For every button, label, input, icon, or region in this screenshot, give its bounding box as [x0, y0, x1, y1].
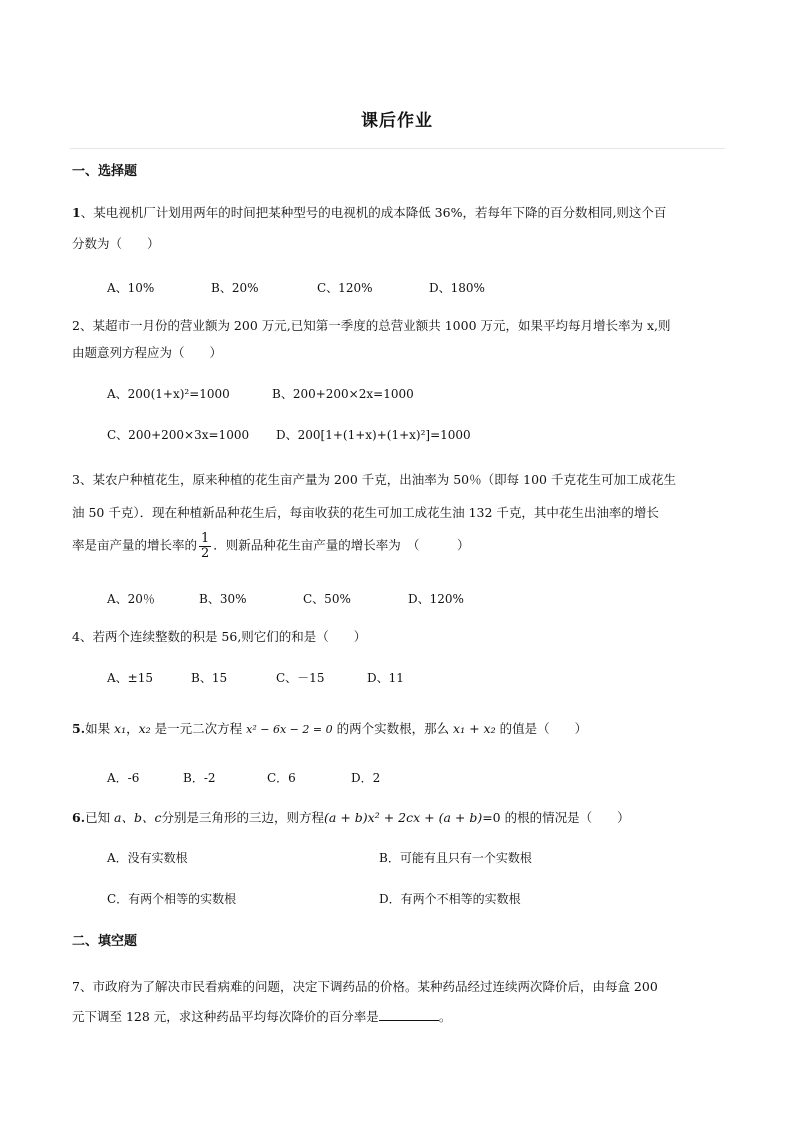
question-7-text-b: 。 [438, 1009, 452, 1024]
question-6-option-a: A．没有实数根 [107, 851, 188, 865]
question-6-option-b: B．可能有且只有一个实数根 [379, 851, 532, 865]
section-heading-fill: 二、填空题 [72, 934, 138, 949]
question-3-line-3 [72, 532, 470, 560]
question-5-line-1 [72, 719, 587, 737]
page-title: 课后作业 [361, 111, 433, 131]
question-5-option-a: A．-6 [107, 771, 140, 785]
question-6-equation: (a + b)x² + 2cx + (a + b) [324, 810, 483, 825]
triangle-side-vars: a、b、c [114, 810, 162, 825]
question-1-option-c: C、120% [317, 281, 373, 295]
question-1-text: 、某电视机厂计划用两年的时间把某种型号的电视机的成本降低 36%，若每年下降的百分数相同,则这个百 [80, 205, 667, 220]
question-5-comma: ， [126, 721, 139, 736]
question-3-text-a: 率是亩产量的增长率的 [72, 537, 198, 553]
question-5-option-c: C．6 [267, 771, 296, 785]
question-4-option-c: C、－15 [276, 671, 325, 685]
question-5-option-b: B．-2 [183, 771, 216, 785]
question-7-line-1: 7、市政府为了解决市民看病难的问题，决定下调药品的价格。某种药品经过连续两次降价后，由每盒 200 [72, 979, 658, 994]
question-6-number: 6. [72, 810, 86, 825]
question-1-line-2: 分数为（ ） [72, 236, 160, 251]
question-5-text-d: 的值是（ ） [495, 721, 588, 736]
question-2-option-b: B、200+200×2x=1000 [272, 387, 414, 401]
question-2-option-a: A、200(1+x)²=1000 [107, 387, 230, 401]
question-4-option-a: A、±15 [107, 671, 153, 685]
question-3-text-b: ．则新品种花生亩产量的增长率为 （ ） [213, 537, 470, 553]
question-1-number: 1 [72, 205, 81, 220]
question-7-text-a: 元下调至 128 元，求这种药品平均每次降价的百分率是 [72, 1009, 379, 1024]
question-6-text-a: 已知 [85, 810, 115, 825]
question-6-option-d: D．有两个不相等的实数根 [379, 892, 521, 906]
question-1-option-a: A、10% [107, 281, 155, 295]
question-5-number: 5. [72, 721, 86, 736]
fraction-denominator: 2 [201, 545, 210, 561]
question-3-option-b: B、30% [199, 592, 247, 606]
question-2-line-2: 由题意列方程应为（ ） [72, 345, 223, 360]
answer-blank[interactable] [379, 1008, 439, 1021]
question-5-text-a: 如果 [85, 721, 115, 736]
var-x2: x₂ [138, 721, 151, 736]
question-5-text-b: 是一元二次方程 [150, 721, 247, 736]
question-6-option-c: C．有两个相等的实数根 [107, 892, 237, 906]
question-3-option-c: C、50% [303, 592, 351, 606]
question-1-option-d: D、180% [429, 281, 485, 295]
question-6-text-b: 分别是三角形的三边，则方程 [161, 810, 325, 825]
question-2-option-c: C、200+200×3x=1000 [107, 428, 250, 442]
question-4-option-d: D、11 [367, 671, 404, 685]
question-3-option-d: D、120% [408, 592, 464, 606]
fraction-numerator: 1 [201, 531, 210, 546]
question-6-text-c: =0 的根的情况是（ ） [482, 810, 630, 825]
question-5-text-c: 的两个实数根，那么 [332, 721, 454, 736]
var-x1: x₁ [114, 721, 127, 736]
fraction-one-half [199, 532, 211, 560]
question-6-line-1 [72, 808, 630, 826]
question-4-option-b: B、15 [191, 671, 228, 685]
section-heading-choice: 一、选择题 [72, 164, 138, 179]
question-5-option-d: D．2 [351, 771, 381, 785]
question-1-line-1 [72, 203, 666, 221]
root-sum-expression: x₁ + x₂ [453, 721, 496, 736]
question-3-line-2: 油 50 千克）．现在种植新品种花生后，每亩收获的花生可加工成花生油 132 千克，其中花生出油率的增长 [72, 505, 659, 520]
question-7-line-2 [72, 1007, 451, 1025]
question-3-line-1: 3、某农户种植花生，原来种植的花生亩产量为 200 千克，出油率为 50％（即每 100 千克花生可加工成花生 [72, 472, 676, 487]
question-1-option-b: B、20% [211, 281, 259, 295]
question-2-option-d: D、200[1+(1+x)+(1+x)²]=1000 [276, 428, 471, 442]
quadratic-equation: x² − 6x − 2 = 0 [246, 723, 333, 736]
question-4-line-1: 4、若两个连续整数的积是 56,则它们的和是（ ） [72, 629, 367, 644]
question-3-option-a: A、20％ [107, 592, 155, 606]
title-divider [70, 148, 725, 149]
question-2-line-1: 2、某超市一月份的营业额为 200 万元,已知第一季度的总营业额共 1000 万元，如果平均每月增长率为 x,则 [72, 318, 671, 333]
